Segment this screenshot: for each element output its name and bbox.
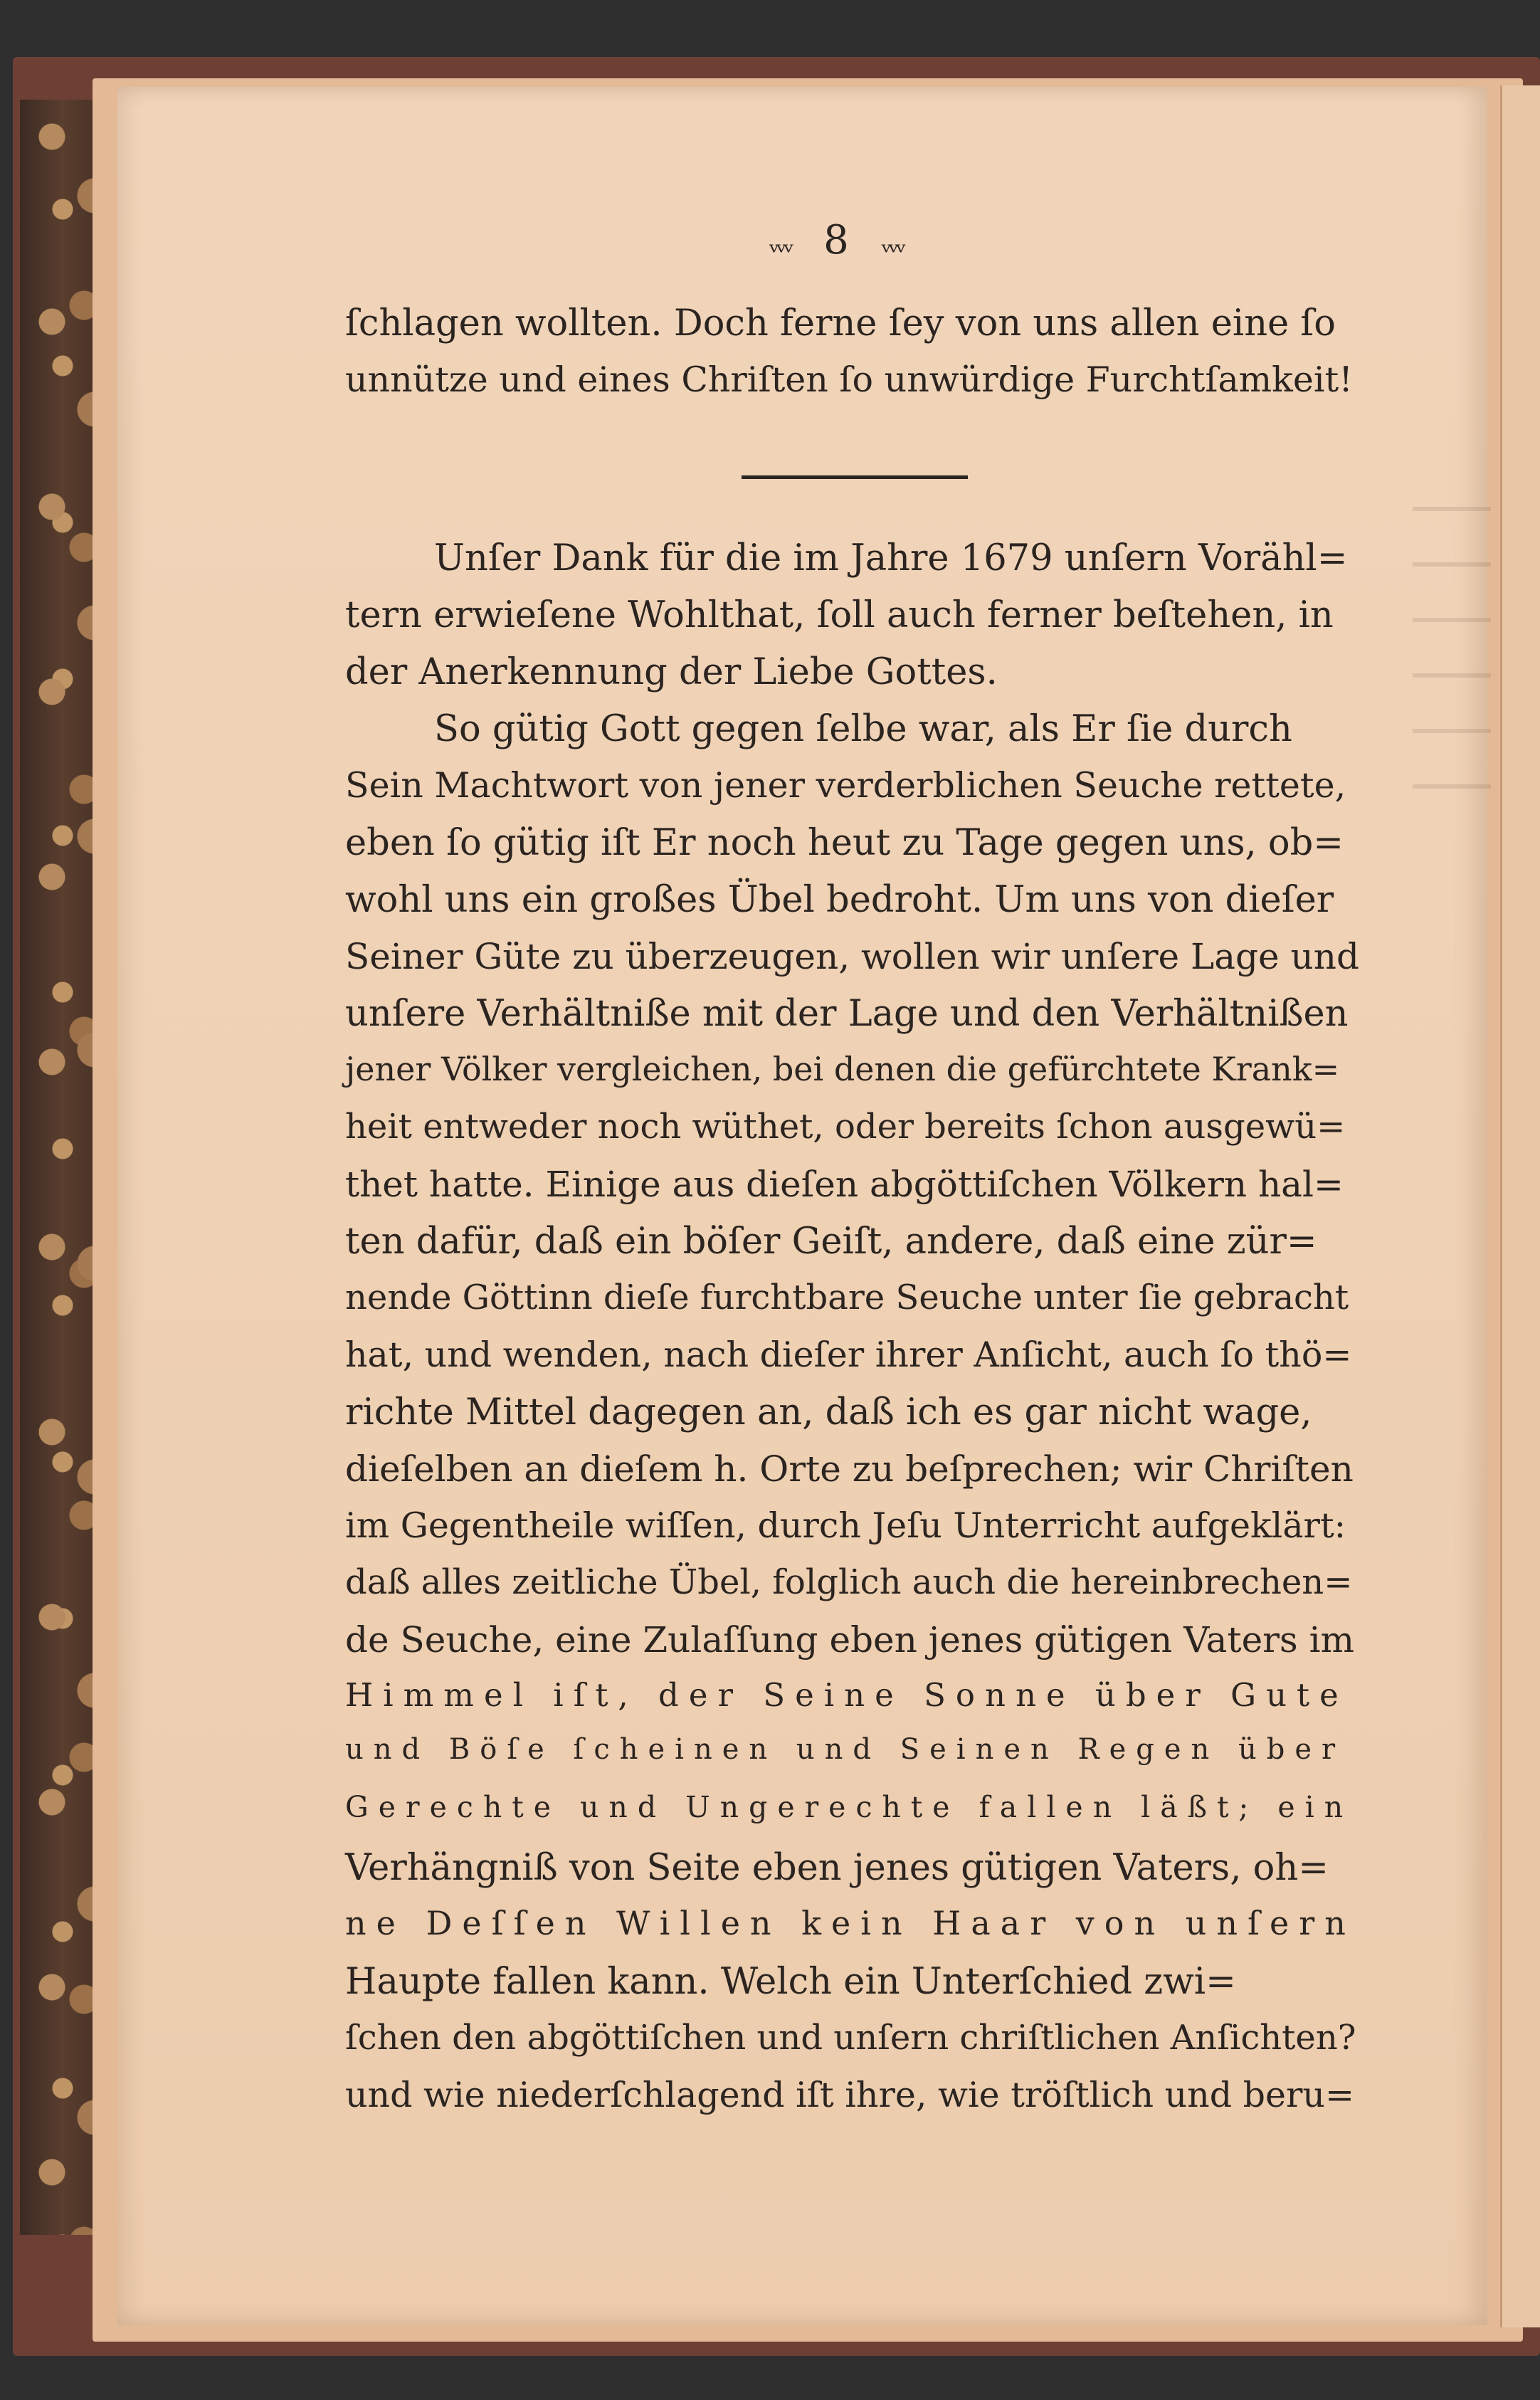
text-line: Seiner Güte zu überzeugen, wollen wir unſere Lage und: [345, 936, 1359, 977]
text-line: Gerechte und Ungerechte fallen läßt; ein: [345, 1790, 1354, 1824]
text-line: unnütze und eines Chriſten ſo unwürdige Furchtſamkeit!: [345, 359, 1353, 400]
text-line: dieſelben an dieſem h. Orte zu beſprechen; wir Chriſten: [345, 1448, 1354, 1490]
text-line: und wie niederſchlagend iſt ihre, wie tröſtlich und beru=: [345, 2075, 1355, 2115]
text-line: Himmel iſt, der Seine Sonne über Gute: [345, 1676, 1349, 1714]
text-line: Haupte fallen kann. Welch ein Unterſchied zwi=: [345, 1961, 1236, 2003]
text-line: jener Völker vergleichen, bei denen die gefürchtete Krank=: [345, 1050, 1340, 1088]
text-line: ne Deſſen Willen kein Haar von unſern: [345, 1904, 1356, 1942]
text-line: richte Mittel dagegen an, daß ich es gar nicht wage,: [345, 1391, 1312, 1433]
text-line: ten dafür, daß ein böſer Geiſt, andere, daß eine zür=: [345, 1221, 1317, 1263]
text-line: und Böſe ſcheinen und Seinen Regen über: [345, 1733, 1346, 1766]
text-line: Verhängniß von Seite eben jenes gütigen Vaters, oh=: [345, 1847, 1329, 1889]
text-line: hat, und wenden, nach dieſer ihrer Anſicht, auch ſo thö=: [345, 1335, 1352, 1375]
text-line: So gütig Gott gegen ſelbe war, als Er ſie durch: [434, 708, 1292, 750]
text-line: der Anerkennung der Liebe Gottes.: [345, 651, 998, 693]
text-line: heit entweder noch wüthet, oder bereits ſchon ausgewü=: [345, 1107, 1346, 1147]
text-line: Unſer Dank für die im Jahre 1679 unſern Vorähl=: [434, 537, 1348, 579]
text-line: ſchlagen wollten. Doch ferne ſey von uns allen eine ſo: [345, 302, 1336, 344]
text-line: im Gegentheile wiſſen, durch Jeſu Unterricht aufgeklärt:: [345, 1505, 1346, 1546]
text-line: Sein Machtwort von jener verderblichen Seuche rettete,: [345, 765, 1346, 806]
text-line: thet hatte. Einige aus dieſen abgöttiſchen Völkern hal=: [345, 1164, 1344, 1205]
text-line: eben ſo gütig iſt Er noch heut zu Tage gegen uns, ob=: [345, 822, 1344, 864]
facing-page-edge: [1500, 85, 1540, 2327]
text-line: de Seuche, eine Zulaſſung eben jenes gütigen Vaters im: [345, 1619, 1355, 1660]
header-ornament-left: ᵥᵥᵥ: [769, 227, 791, 259]
text-line: unſere Verhältniße mit der Lage und den Verhältnißen: [345, 993, 1349, 1035]
page-number: 8: [823, 217, 849, 263]
ink-bleed-through: [1413, 507, 1491, 806]
section-divider: [742, 475, 968, 479]
text-line: ſchen den abgöttiſchen und unſern chriſtlichen Anſichten?: [345, 2018, 1356, 2058]
text-line: nende Göttinn dieſe furchtbare Seuche unter ſie gebracht: [345, 1278, 1349, 1317]
page-header: [712, 217, 961, 263]
text-line: wohl uns ein großes Übel bedroht. Um uns von dieſer: [345, 879, 1334, 921]
text-line: daß alles zeitliche Übel, folglich auch die hereinbrechen=: [345, 1562, 1353, 1602]
header-ornament-right: ᵥᵥᵥ: [881, 227, 904, 259]
text-line: tern erwieſene Wohlthat, ſoll auch ferner beſtehen, in: [345, 594, 1334, 636]
